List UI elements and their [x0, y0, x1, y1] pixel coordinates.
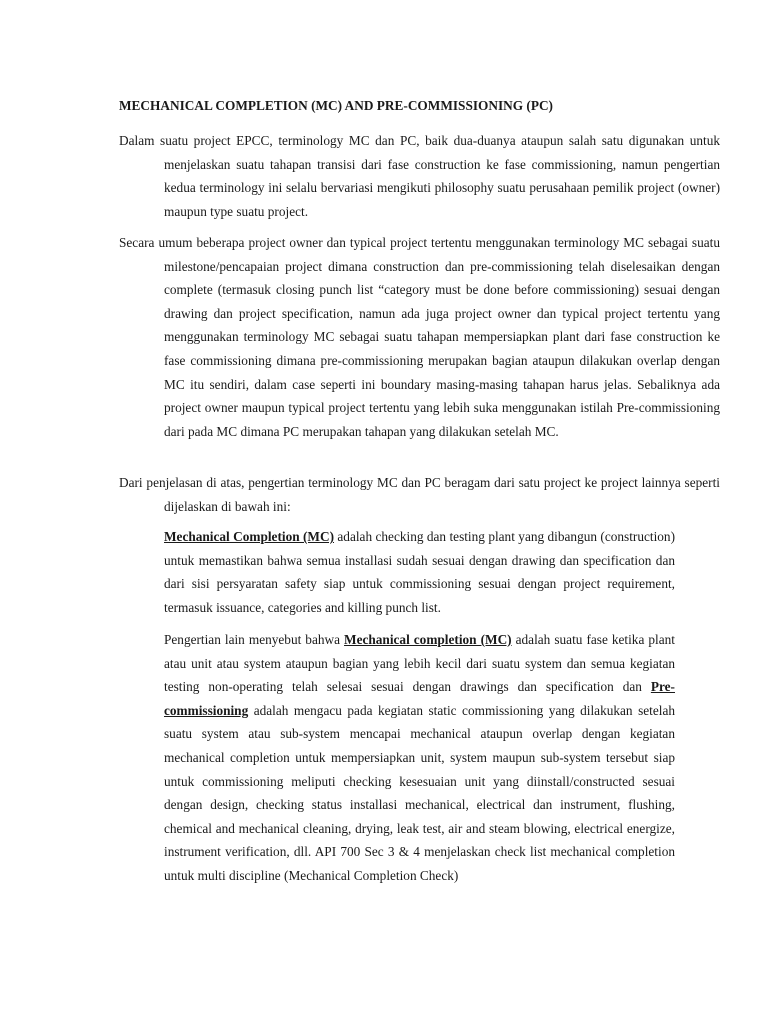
- term-mechanical-completion: Mechanical Completion (MC): [164, 529, 335, 544]
- document-title: MECHANICAL COMPLETION (MC) AND PRE-COMMISSIONING (PC): [119, 98, 553, 113]
- term-mechanical-completion-alt: Mechanical completion (MC): [344, 632, 512, 647]
- definition-alternative: [164, 628, 675, 888]
- definition-mc: [164, 525, 675, 619]
- definition-alt-rest: adalah mengacu pada kegiatan static commissioning yang dilakukan setelah suatu system atau sub-system mencapai mechanical ataupun overlap dengan kegiatan mechanical completion untuk mempersiapkan unit, system maupun sub-system tersebut siap untuk commissioning meliputi checking kesesuaian unit yang diinstall/constructed sesuai dengan design, checking status installasi mechanical, electrical dan instrument, flushing, chemical and mechanical cleaning, drying, leak test, air and steam blowing, electrical energize, instrument verification, dll. API 700 Sec 3 & 4 menjelaskan check list mechanical completion untuk multi discipline (Mechanical Completion Check): [164, 702, 675, 883]
- paragraph-general: Secara umum beberapa project owner dan typical project tertentu menggunakan terminology MC sebagai suatu milestone/pencapaian project dimana construction dan pre-commissioning telah diselesaikan dengan complete (termasuk closing punch list “category must be done before commissioning) sesuai dengan drawing dan project specification, namun ada juga project owner dan typical project tertentu yang menggunakan terminology MC sebagai suatu tahapan mempersiapkan plant dari fase construction ke fase commissioning dimana pre-commissioning merupakan bagian ataupun dilakukan overlap dengan MC itu sendiri, dalam case seperti ini boundary masing-masing tahapan harus jelas. Sebaliknya ada project owner maupun typical project tertentu yang lebih suka menggunakan istilah Pre-commissioning dari pada MC dimana PC merupakan tahapan yang dilakukan setelah MC.: [119, 235, 720, 439]
- paragraph-explanation: Dari penjelasan di atas, pengertian terminology MC dan PC beragam dari satu project ke project lainnya seperti dijelaskan di bawah ini:: [119, 475, 720, 514]
- term-pre-commissioning: Pre-commissioning: [164, 679, 675, 718]
- definition-mc-text: adalah checking dan testing plant yang dibangun (construction) untuk memastikan bahwa semua installasi sudah sesuai dengan drawing dan specification dan dari sisi persyaratan safety siap untuk commissioning sesuai dengan project requirement, termasuk issuance, categories and killing punch list.: [164, 529, 676, 615]
- paragraph-intro: Dalam suatu project EPCC, terminology MC dan PC, baik dua-duanya ataupun salah satu digunakan untuk menjelaskan suatu tahapan transisi dari fase construction ke fase commissioning, namun pengertian kedua terminology ini selalu bervariasi mengikuti philosophy suatu perusahaan pemilik project (owner) maupun type suatu project.: [119, 133, 720, 219]
- definition-alt-mid: adalah suatu fase ketika plant atau unit atau system ataupun bagian yang lebih kecil dari suatu system dan semua kegiatan testing non-operating telah selesai sesuai dengan drawings dan specification dan: [164, 632, 675, 695]
- definition-alt-intro: Pengertian lain menyebut bahwa: [164, 632, 345, 647]
